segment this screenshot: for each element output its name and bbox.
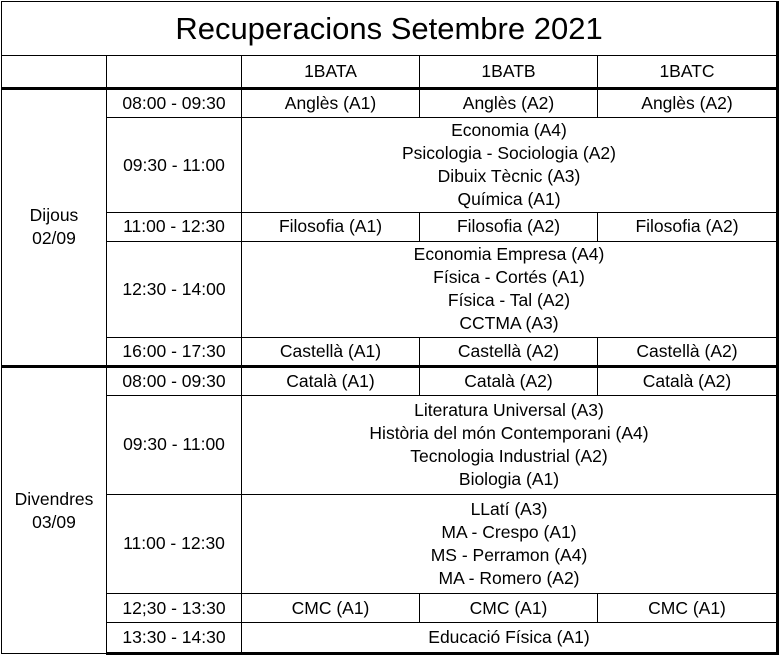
exam-line: Història del món Contemporani (A4) bbox=[369, 422, 649, 443]
group-header-row bbox=[2, 56, 778, 89]
exam-cell: Anglès (A2) bbox=[420, 88, 598, 118]
time-slot: 09:30 - 11:00 bbox=[107, 395, 242, 494]
exam-cell: CMC (A1) bbox=[420, 593, 598, 623]
schedule-row bbox=[2, 623, 778, 654]
exam-line: MA - Romero (A2) bbox=[438, 567, 580, 588]
exam-cell: CMC (A1) bbox=[598, 593, 778, 623]
exam-cell: CMC (A1) bbox=[242, 593, 420, 623]
exam-cell: Filosofia (A2) bbox=[598, 213, 778, 242]
exam-line: Economia Empresa (A4) bbox=[413, 244, 605, 265]
merged-exam-cell bbox=[242, 494, 778, 593]
exam-cell: Anglès (A1) bbox=[242, 88, 420, 118]
merged-exam-cell bbox=[242, 118, 778, 213]
schedule-title: Recuperacions Setembre 2021 bbox=[2, 2, 778, 56]
time-slot: 12;30 - 13:30 bbox=[107, 593, 242, 623]
schedule-row bbox=[2, 494, 778, 593]
time-slot: 12:30 - 14:00 bbox=[107, 241, 242, 337]
group-header-1batb: 1BATB bbox=[420, 56, 598, 89]
merged-exam-cell bbox=[242, 241, 778, 337]
group-header-1batc: 1BATC bbox=[598, 56, 778, 89]
time-slot: 08:00 - 09:30 bbox=[107, 88, 242, 118]
exam-line: MA - Crespo (A1) bbox=[441, 521, 577, 542]
exam-cell: Filosofia (A1) bbox=[242, 213, 420, 242]
exam-line: Química (A1) bbox=[457, 189, 561, 210]
day-label-line: 03/09 bbox=[32, 511, 76, 532]
header-corner bbox=[2, 56, 107, 89]
time-slot: 09:30 - 11:00 bbox=[107, 118, 242, 213]
day-label-line: Dijous bbox=[29, 205, 79, 226]
exam-line: Física - Cortés (A1) bbox=[433, 267, 585, 288]
exam-cell: Castellà (A2) bbox=[598, 337, 778, 367]
schedule-row bbox=[2, 395, 778, 494]
time-slot: 16:00 - 17:30 bbox=[107, 337, 242, 367]
day-label bbox=[2, 367, 107, 654]
exam-cell: Anglès (A2) bbox=[598, 88, 778, 118]
time-slot: 13:30 - 14:30 bbox=[107, 623, 242, 654]
schedule-row bbox=[2, 593, 778, 623]
exam-cell: Filosofia (A2) bbox=[420, 213, 598, 242]
exam-line: Psicologia - Sociologia (A2) bbox=[402, 143, 616, 164]
schedule-table bbox=[1, 1, 779, 655]
exam-line: Dibuix Tècnic (A3) bbox=[437, 166, 581, 187]
exam-cell: Castellà (A1) bbox=[242, 337, 420, 367]
day-label-line: 02/09 bbox=[32, 228, 76, 249]
exam-line: MS - Perramon (A4) bbox=[430, 544, 588, 565]
merged-exam-cell bbox=[242, 395, 778, 494]
exam-cell: Català (A2) bbox=[420, 367, 598, 396]
schedule-row bbox=[2, 337, 778, 367]
exam-cell: Castellà (A2) bbox=[420, 337, 598, 367]
time-slot: 08:00 - 09:30 bbox=[107, 367, 242, 396]
day-label bbox=[2, 88, 107, 367]
exam-line: Física - Tal (A2) bbox=[447, 290, 571, 311]
exam-line: Tecnologia Industrial (A2) bbox=[410, 445, 608, 466]
schedule-row bbox=[2, 88, 778, 118]
merged-exam-cell bbox=[242, 623, 778, 654]
schedule-row bbox=[2, 213, 778, 242]
header-time-column bbox=[107, 56, 242, 89]
exam-cell: Català (A1) bbox=[242, 367, 420, 396]
day-label-line: Divendres bbox=[14, 488, 94, 509]
schedule-row bbox=[2, 241, 778, 337]
time-slot: 11:00 - 12:30 bbox=[107, 494, 242, 593]
schedule-row bbox=[2, 367, 778, 396]
exam-cell: Català (A2) bbox=[598, 367, 778, 396]
exam-line: LLatí (A3) bbox=[470, 498, 548, 519]
exam-line: Literatura Universal (A3) bbox=[414, 399, 604, 420]
exam-line: Economia (A4) bbox=[451, 120, 567, 141]
time-slot: 11:00 - 12:30 bbox=[107, 213, 242, 242]
schedule-row bbox=[2, 118, 778, 213]
exam-line: Biologia (A1) bbox=[458, 468, 560, 489]
exam-line: CCTMA (A3) bbox=[459, 313, 559, 334]
exam-line: Educació Física (A1) bbox=[428, 627, 590, 648]
group-header-1bata: 1BATA bbox=[242, 56, 420, 89]
